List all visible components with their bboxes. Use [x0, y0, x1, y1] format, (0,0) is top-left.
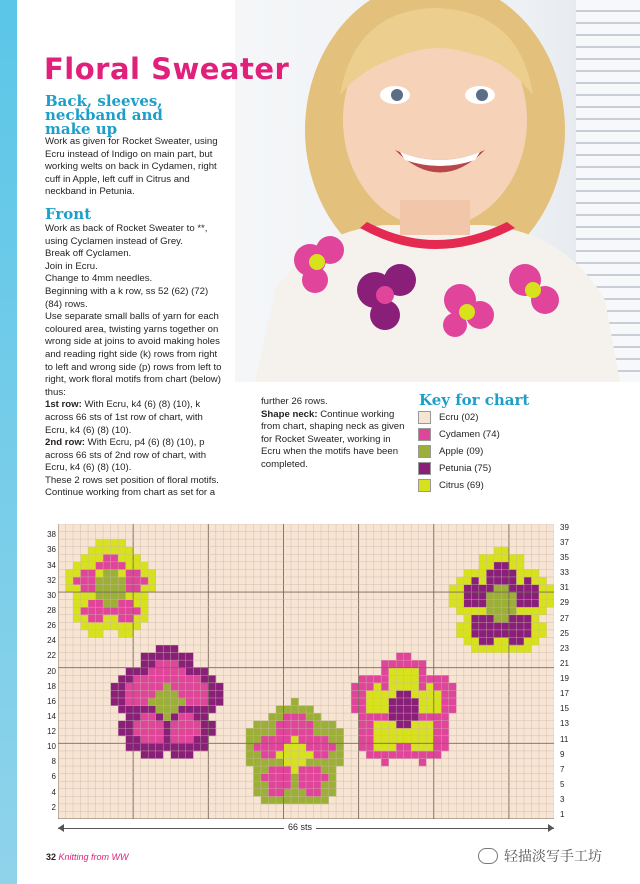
row-number-right: 25	[560, 628, 569, 638]
row-number-left: 4	[51, 787, 56, 797]
row2-paragraph	[45, 437, 226, 475]
child-photo	[235, 0, 640, 382]
front-text-block	[45, 223, 226, 500]
front-line: Break off Cyclamen.	[45, 248, 132, 260]
stitch-count-indicator	[58, 822, 554, 834]
page-title: Floral Sweater	[44, 52, 290, 86]
key-label: Apple (09)	[439, 446, 484, 457]
row2-label: 2nd row:	[45, 437, 85, 449]
key-item	[418, 443, 538, 460]
row-number-right: 1	[560, 810, 565, 820]
continue-text: further 26 rows.	[261, 396, 328, 407]
row-number-left: 34	[47, 560, 56, 570]
row-number-right: 15	[560, 704, 569, 714]
key-label: Petunia (75)	[439, 463, 492, 474]
row2-text: With Ecru, p4 (6) (8) (10), p across 66 sts of 2nd row of chart, with Ecru, k4 (6) (8) (10).	[45, 437, 207, 474]
back-heading: Back, sleeves, neckband and make up	[45, 92, 163, 138]
back-text-block	[45, 136, 225, 199]
row-number-left: 30	[47, 590, 56, 600]
row-number-left: 26	[47, 621, 56, 631]
key-item	[418, 426, 538, 443]
row-number-left: 28	[47, 605, 56, 615]
row-number-right: 35	[560, 553, 569, 563]
row-number-right: 27	[560, 613, 569, 623]
row-number-right: 23	[560, 643, 569, 653]
row-number-left: 16	[47, 696, 56, 706]
shape-text: Continue working from chart, shaping neck as given for Rocket Sweater, working in Ecru when the motifs have been completed.	[261, 408, 405, 470]
row-number-right: 9	[560, 749, 565, 759]
key-title: Key for chart	[419, 391, 530, 409]
row-number-right: 11	[560, 734, 569, 744]
key-item	[418, 409, 538, 426]
watermark	[478, 846, 602, 866]
front-line: Beginning with a k row, ss 52 (62) (72) (84) rows.	[45, 285, 209, 310]
shape-label: Shape neck:	[261, 408, 318, 420]
row-number-left: 6	[51, 772, 56, 782]
key-swatch-cydamen	[418, 428, 431, 441]
row-number-right: 19	[560, 674, 569, 684]
back-text: Work as given for Rocket Sweater, using Ecru instead of Indigo on main part, but working welts on back in Cydamen, right cuff in Apple, left cuff in Citrus and neckband in Petunia.	[45, 136, 218, 198]
row-number-left: 32	[47, 575, 56, 585]
row1-text: With Ecru, k4 (6) (8) (10), k across 66 sts of 1st row of chart, with Ecru, k4 (6) (8) (10).	[45, 399, 203, 436]
key-item	[418, 477, 538, 494]
row-number-left: 24	[47, 636, 56, 646]
row-number-right: 37	[560, 537, 569, 547]
row1-label: 1st row:	[45, 399, 82, 411]
front-line: Change to 4mm needles.	[45, 273, 153, 285]
wechat-icon	[478, 848, 498, 864]
row-number-right: 39	[560, 522, 569, 532]
key-swatch-ecru	[418, 411, 431, 424]
key-label: Cydamen (74)	[439, 429, 500, 440]
row-number-left: 8	[51, 757, 56, 767]
page-edge-strip	[0, 0, 17, 884]
key-swatch-apple	[418, 445, 431, 458]
front-heading: Front	[45, 205, 92, 223]
row-number-left: 22	[47, 651, 56, 661]
row-number-left: 10	[47, 742, 56, 752]
row-number-right: 5	[560, 779, 565, 789]
front-line: Join in Ecru.	[45, 260, 98, 272]
key-label: Citrus (69)	[439, 480, 484, 491]
row-number-right: 31	[560, 583, 569, 593]
row-number-right: 29	[560, 598, 569, 608]
page-number: 32	[46, 852, 57, 862]
row-number-right: 7	[560, 764, 565, 774]
magazine-name: Knitting from WW	[58, 852, 129, 862]
child-illustration	[235, 0, 640, 382]
key-label: Ecru (02)	[439, 412, 479, 423]
row-number-left: 18	[47, 681, 56, 691]
row-number-right: 21	[560, 658, 569, 668]
row1-paragraph	[45, 399, 226, 437]
row-number-left: 2	[51, 802, 56, 812]
key-swatch-citrus	[418, 479, 431, 492]
row-number-left: 36	[47, 545, 56, 555]
continue-text-block	[261, 396, 411, 472]
row-number-right: 3	[560, 795, 565, 805]
chart-key	[418, 409, 538, 494]
row-number-right: 33	[560, 568, 569, 578]
shape-paragraph	[261, 409, 411, 472]
knitting-chart	[58, 524, 554, 824]
row-number-right: 13	[560, 719, 569, 729]
front-line: Use separate small balls of yarn for each coloured area, twisting yarns together on wrong side at joins to avoid making holes and reading right side (k) rows from right to left and wrong side (p) rows from left to right, work floral motifs from chart (below) thus:	[45, 311, 222, 398]
key-swatch-petunia	[418, 462, 431, 475]
row-number-left: 12	[47, 727, 56, 736]
row-number-left: 14	[47, 711, 56, 721]
row-number-left: 38	[47, 530, 56, 540]
row-number-right: 17	[560, 689, 569, 699]
set-text: These 2 rows set position of floral motifs. Continue working from chart as set for a	[45, 474, 219, 499]
key-item	[418, 460, 538, 477]
chart-grid	[58, 524, 554, 819]
stitch-count-label: 66 sts	[284, 822, 316, 832]
front-line: Work as back of Rocket Sweater to **, using Cyclamen instead of Grey.	[45, 223, 208, 247]
page-footer	[46, 852, 129, 862]
watermark-text: 轻描淡写手工坊	[504, 848, 602, 864]
row-number-left: 20	[47, 666, 56, 676]
